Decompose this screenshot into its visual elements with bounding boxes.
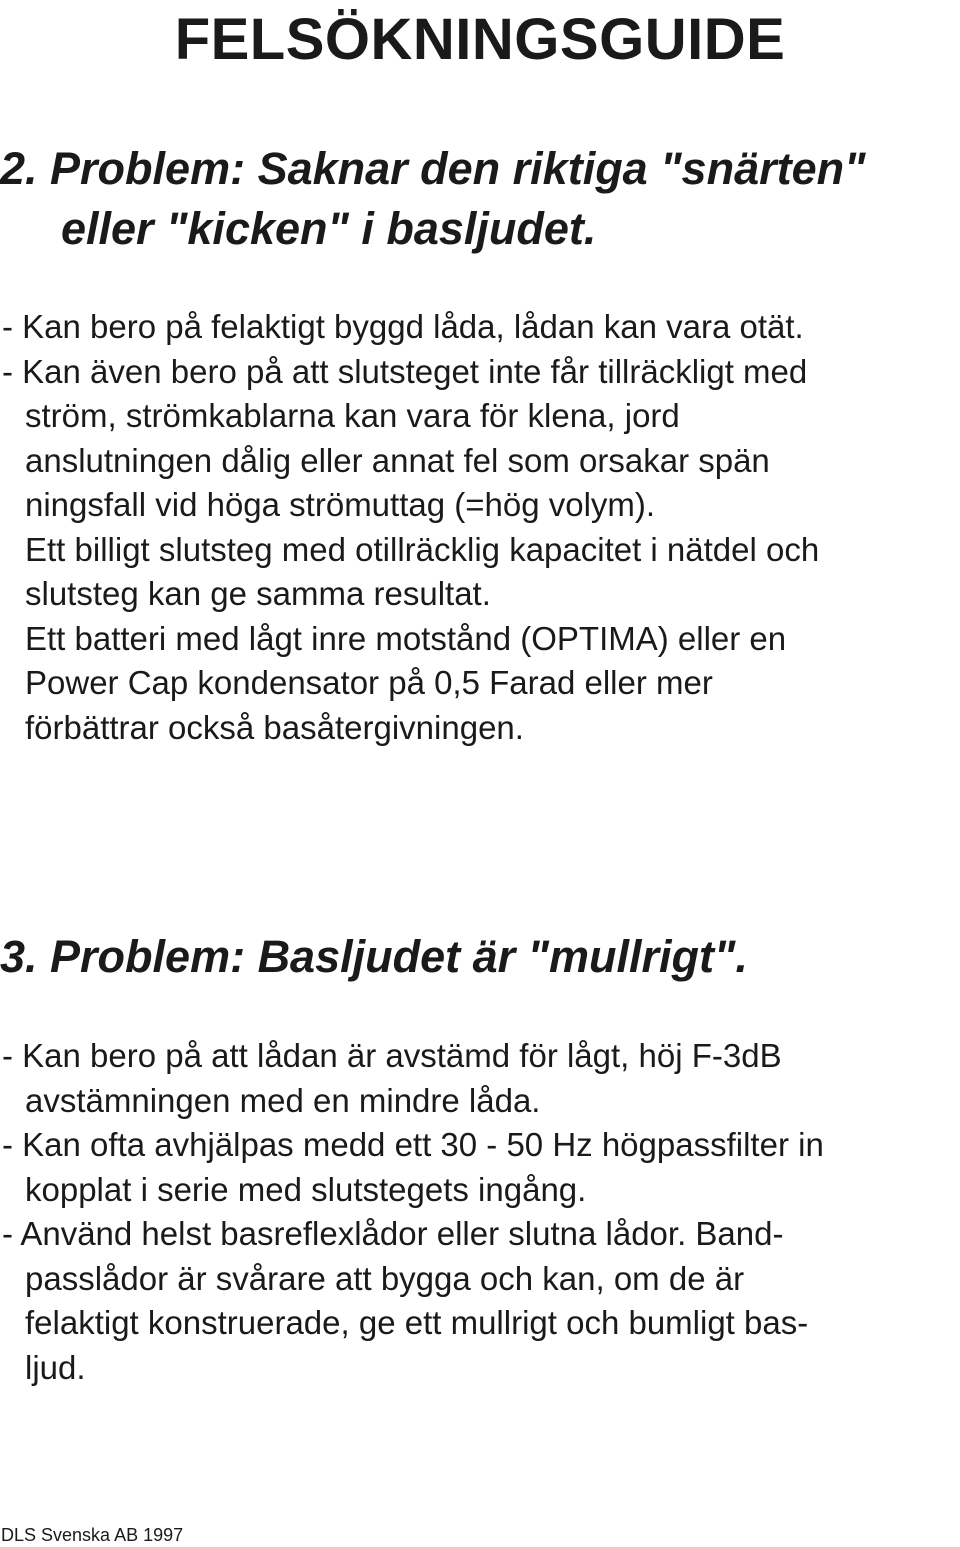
problem-2-body — [0, 305, 819, 750]
body-line: ström, strömkablarna kan vara för klena, jord — [25, 397, 680, 434]
body-line: felaktigt konstruerade, ge ett mullrigt och bumligt bas- — [25, 1304, 809, 1341]
page-title: FELSÖKNINGSGUIDE — [174, 7, 786, 72]
body-line: - Kan bero på felaktigt byggd låda, lådan kan vara otät. — [2, 308, 804, 345]
problem-2-heading-line: eller "kicken" i basljudet. — [61, 203, 597, 254]
body-line: - Kan även bero på att slutsteget inte får tillräckligt med — [2, 352, 808, 390]
body-line: kopplat i serie med slutstegets ingång. — [25, 1170, 587, 1208]
body-line: Power Cap kondensator på 0,5 Farad eller mer — [25, 664, 713, 701]
body-line: Ett billigt slutsteg med otillräcklig kapacitet i nätdel och — [25, 530, 820, 568]
problem-3-body — [0, 1034, 824, 1390]
problem-3-heading-line: 3. Problem: Basljudet är "mullrigt". — [0, 931, 748, 982]
problem-2-heading-line: 2. Problem: Saknar den riktiga "snärten" — [0, 143, 866, 194]
body-line: - Använd helst basreflexlådor eller slutna lådor. Band- — [2, 1215, 784, 1252]
body-line: avstämningen med en mindre låda. — [25, 1081, 541, 1119]
body-line: slutsteg kan ge samma resultat. — [25, 575, 491, 612]
body-line: - Kan ofta avhjälpas medd ett 30 - 50 Hz högpassfilter in — [2, 1126, 824, 1163]
footer-copyright: DLS Svenska AB 1997 — [1, 1525, 184, 1545]
body-line: förbättrar också basåtergivningen. — [25, 708, 524, 746]
body-line: Ett batteri med lågt inre motstånd (OPTIMA) eller en — [25, 619, 787, 657]
problem-2-heading — [0, 139, 865, 259]
body-line: - Kan bero på att lådan är avstämd för lågt, höj F-3dB — [2, 1037, 782, 1074]
body-line: ljud. — [25, 1348, 86, 1386]
problem-3-heading — [0, 927, 748, 987]
body-line: passlådor är svårare att bygga och kan, om de är — [25, 1259, 745, 1297]
body-line: ningsfall vid höga strömuttag (=hög volym). — [25, 486, 656, 523]
body-line: anslutningen dålig eller annat fel som orsakar spän — [25, 441, 770, 479]
